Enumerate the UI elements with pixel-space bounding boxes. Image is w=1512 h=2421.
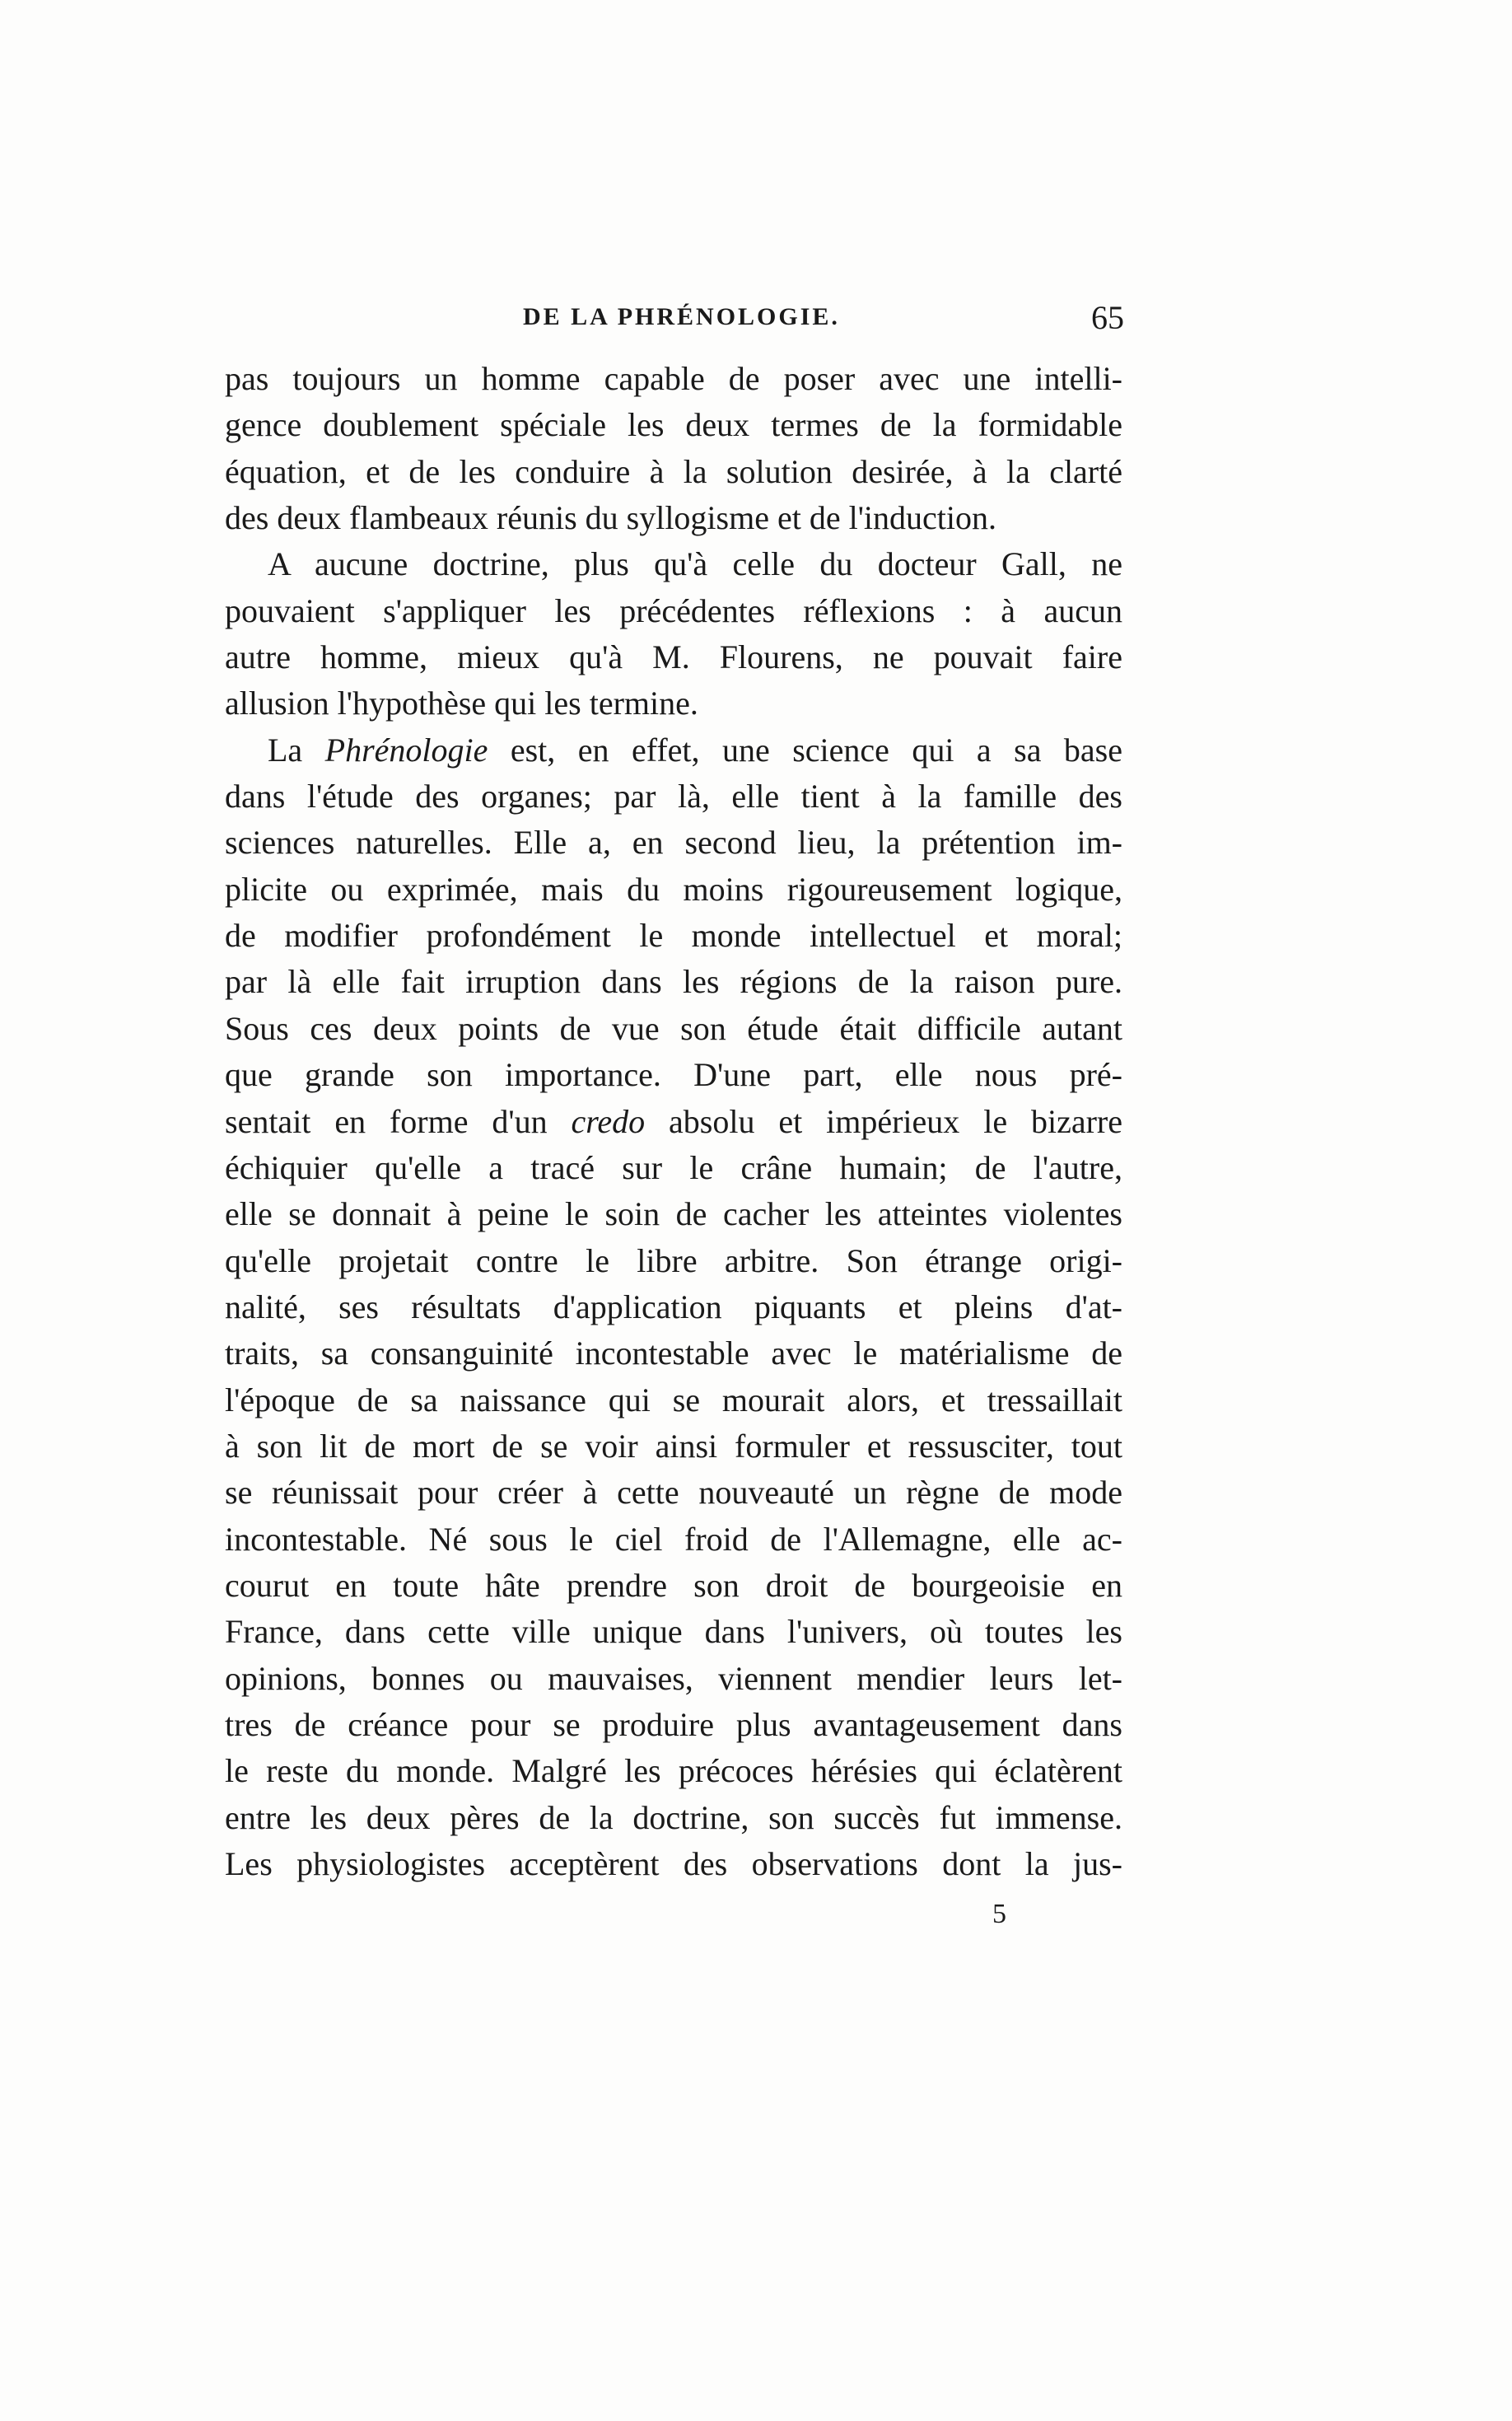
text-line: équation, et de les conduire à la solution desirée, à la clarté	[225, 452, 1122, 490]
text-line: de modifier profondément le monde intellectuel et moral;	[225, 917, 1122, 955]
text-line: entre les deux pères de la doctrine, son succès fut immense.	[225, 1798, 1122, 1836]
text-segment: sentait en forme d'un	[225, 1102, 572, 1140]
text-line: autre homme, mieux qu'à M. Flourens, ne pouvait faire	[225, 638, 1122, 676]
text-line: elle se donnait à peine le soin de cacher les atteintes violentes	[225, 1195, 1122, 1233]
text-line: Sous ces deux points de vue son étude était difficile autant	[225, 1009, 1122, 1047]
text-segment: La	[268, 731, 325, 769]
text-line	[225, 727, 1122, 774]
text-line: plicite ou exprimée, mais du moins rigoureusement logique,	[225, 870, 1122, 908]
text-line: traits, sa consanguinité incontestable avec le matérialisme de	[225, 1334, 1122, 1372]
text-line: échiquier qu'elle a tracé sur le crâne humain; de l'autre,	[225, 1148, 1122, 1186]
text-line: dans l'étude des organes; par là, elle tient à la famille des	[225, 778, 1122, 816]
text-line: que grande son importance. D'une part, elle nous pré-	[225, 1056, 1122, 1094]
italic-term: Phrénologie	[324, 731, 488, 769]
text-line: pouvaient s'appliquer les précédentes réflexions : à aucun	[225, 591, 1122, 629]
running-head: DE LA PHRÉNOLOGIE.	[523, 303, 840, 330]
text-line: nalité, ses résultats d'application piquants et pleins d'at-	[225, 1288, 1122, 1325]
text-line: qu'elle projetait contre le libre arbitre. Son étrange origi-	[225, 1241, 1122, 1279]
signature-mark: 5	[992, 1899, 1006, 1929]
text-segment: absolu et impérieux le bizarre	[645, 1102, 1122, 1140]
text-line	[225, 1099, 1122, 1145]
text-line: le reste du monde. Malgré les précoces hérésies qui éclatèrent	[225, 1752, 1122, 1790]
text-line: allusion l'hypothèse qui les termine.	[225, 685, 698, 722]
page-number: 65	[1091, 299, 1124, 336]
text-line: sciences naturelles. Elle a, en second lieu, la prétention im-	[225, 824, 1122, 862]
text-line: courut en toute hâte prendre son droit de bourgeoisie en	[225, 1566, 1122, 1604]
text-line: pas toujours un homme capable de poser avec une intelli-	[225, 360, 1122, 397]
text-line: tres de créance pour se produire plus avantageusement dans	[225, 1705, 1122, 1743]
text-line: à son lit de mort de se voir ainsi formuler et ressusciter, tout	[225, 1427, 1122, 1465]
text-line: incontestable. Né sous le ciel froid de l'Allemagne, elle ac-	[225, 1520, 1122, 1558]
text-line: se réunissait pour créer à cette nouveauté un règne de mode	[225, 1474, 1122, 1512]
text-line: l'époque de sa naissance qui se mourait alors, et tressaillait	[225, 1381, 1122, 1418]
text-line: France, dans cette ville unique dans l'univers, où toutes les	[225, 1613, 1122, 1651]
italic-term: credo	[571, 1102, 646, 1140]
text-line: par là elle fait irruption dans les régions de la raison pure.	[225, 963, 1122, 1001]
text-segment: est, en effet, une science qui a sa base	[488, 731, 1122, 769]
text-line: A aucune doctrine, plus qu'à celle du docteur Gall, ne	[268, 545, 1122, 583]
text-line: opinions, bonnes ou mauvaises, viennent mendier leurs let-	[225, 1659, 1122, 1697]
text-line: Les physiologistes acceptèrent des observations dont la jus-	[225, 1845, 1122, 1882]
text-line: gence doublement spéciale les deux termes de la formidable	[225, 406, 1122, 444]
page-header	[226, 299, 1124, 344]
body-text	[225, 356, 1122, 1887]
text-line: des deux flambeaux réunis du syllogisme et de l'induction.	[225, 499, 997, 537]
